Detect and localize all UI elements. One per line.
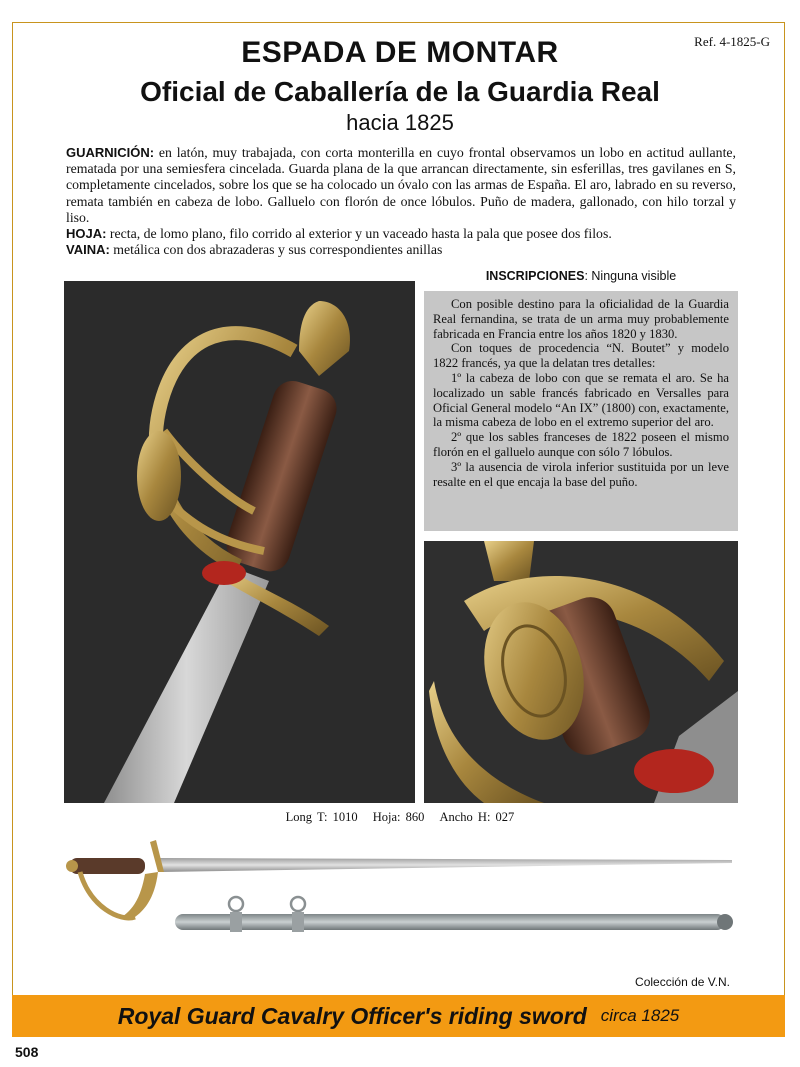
description-block: [66, 145, 736, 258]
hoja-paragraph: [66, 226, 736, 242]
page-number: 508: [15, 1044, 39, 1060]
notes-box: [424, 291, 738, 531]
notes-paragraph-3: 1º la cabeza de lobo con que se remata el aro. Se ha localizado un sable francés fabricado en Versalles para Oficial General modelo “An IX” (1800) con, exactamente, la misma cabeza de lobo en el extremo superior del aro.: [433, 370, 729, 430]
english-title-banner: [12, 995, 785, 1037]
page-date: hacia 1825: [346, 110, 454, 135]
english-title: Royal Guard Cavalry Officer's riding sword: [117, 1002, 587, 1029]
hilt-detail-photo: [424, 541, 738, 803]
guarnicion-label: GUARNICIÓN:: [66, 145, 155, 160]
length-total: Long T: 1010: [285, 810, 358, 824]
coat-of-arms-oval: [137, 431, 181, 521]
blade-length: Hoja: 860: [372, 810, 425, 824]
inscriptions-label: INSCRIPCIONES: [485, 269, 585, 283]
vaina-label: VAINA:: [66, 242, 110, 258]
vaina-text: metálica con dos abrazaderas y sus correspondientes anillas: [109, 242, 443, 258]
scabbard: [175, 914, 725, 930]
blade-width: Ancho H: 027: [439, 810, 515, 824]
hoja-label: HOJA:: [66, 226, 107, 242]
sword-grip: [70, 858, 145, 874]
sword-hilt-photo: [64, 281, 415, 803]
page-subtitle: Oficial de Caballería de la Guardia Real: [140, 76, 660, 107]
notes-paragraph-4: 2º que los sables franceses de 1822 poseen el mismo florón en el galluelo aunque con sólo 7 lóbulos.: [433, 430, 729, 459]
reference-code: Ref. 4-1825-G: [694, 34, 770, 49]
page-title: ESPADA DE MONTAR: [241, 36, 559, 69]
full-sword-photo: [60, 832, 740, 950]
collection-credit: Colección de V.N.: [635, 975, 730, 989]
measurements-line: [250, 810, 550, 825]
guarnicion-text: en latón, muy trabajada, con corta monterilla en cuyo frontal observamos un lobo en actitud aullante, rematada por una semiesfera cincelada. Guarda plana de la que arrancan directamente, sin esferillas, tres gavilanes en S, completamente cincelados, sobre los que se ha colocado un óvalo con las armas de España. El aro, labrado en su reverso, remata también en cabeza de lobo. Galluelo con florón de once lóbulos. Puño de madera, gallonado, con hilo torzal y liso.: [66, 145, 736, 225]
inscriptions-line: [424, 269, 738, 283]
notes-paragraph-2: Con toques de procedencia “N. Boutet” y modelo 1822 francés, ya que la delatan tres detalles:: [433, 341, 729, 371]
english-circa: circa 1825: [600, 1006, 680, 1025]
vaina-paragraph: [66, 242, 736, 258]
sword-blade: [160, 858, 732, 872]
guarnicion-paragraph: [66, 145, 736, 226]
hoja-text: recta, de lomo plano, filo corrido al exterior y un vaceado hasta la pala que posee dos filos.: [106, 226, 612, 242]
notes-paragraph-5: 3º la ausencia de virola inferior sustituida por un leve resalte en el que encaja la base del puño.: [433, 459, 729, 489]
notes-paragraph-1: Con posible destino para la oficialidad de la Guardia Real fernandina, se trata de un arma muy probablemente fabricada en Francia entre los años 1820 y 1830.: [433, 297, 729, 341]
inscriptions-value: : Ninguna visible: [584, 269, 677, 283]
